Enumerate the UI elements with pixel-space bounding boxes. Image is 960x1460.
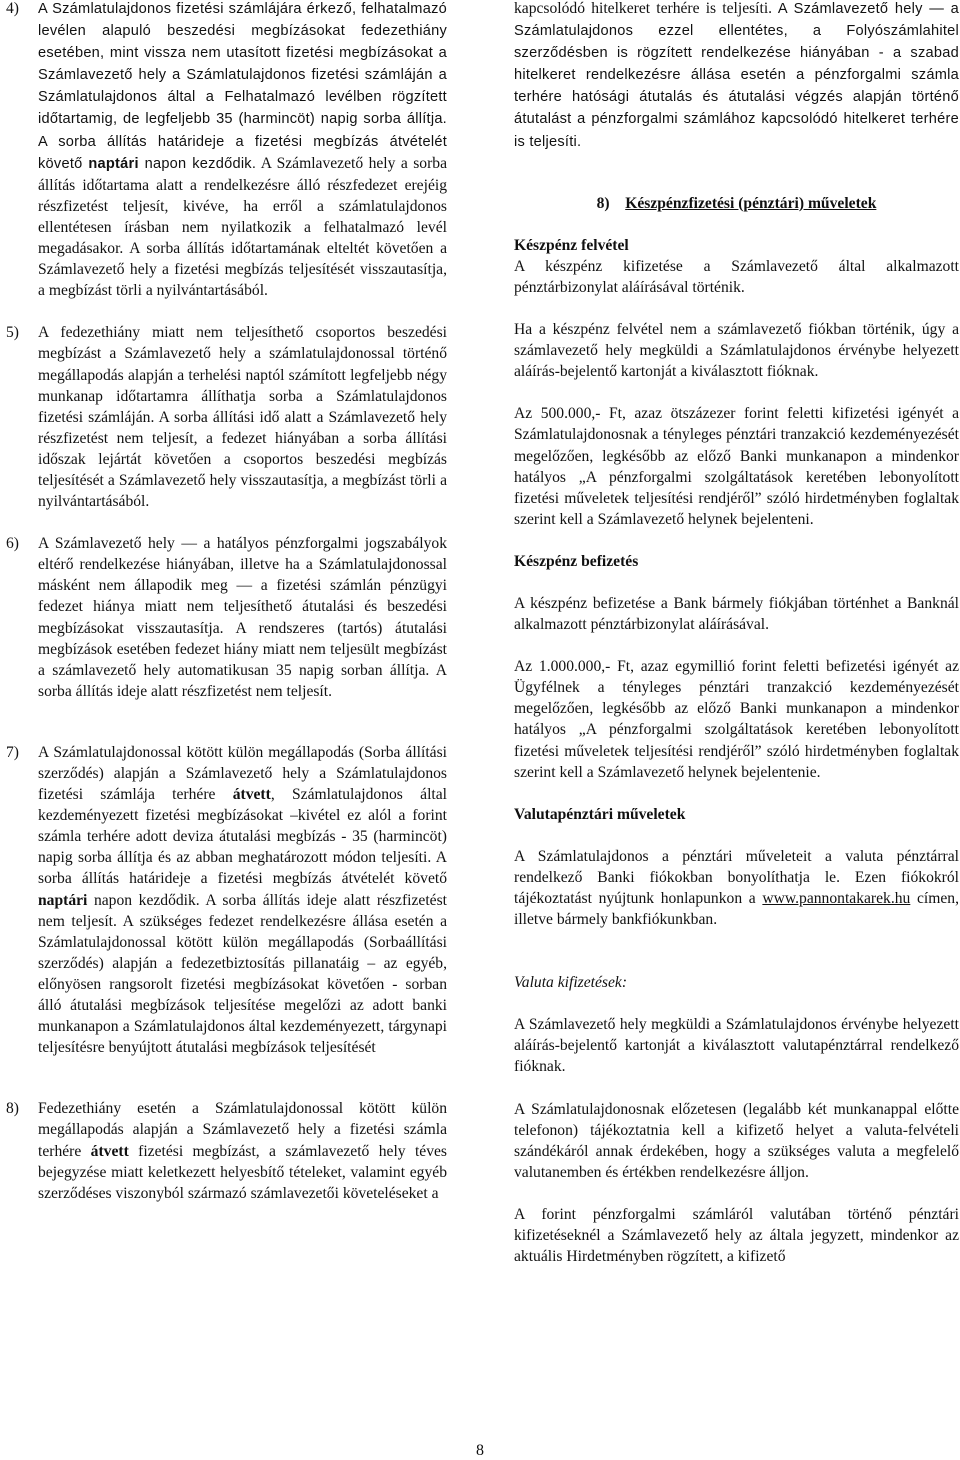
list-item-text: A Számlavezető hely — a hatályos pénzforgalmi jogszabályok eltérő rendelkezése hiányában, illetve ha a Számlatulajdonossal másként nem állapodik meg — a fizetési számlán pénzügyi fedezet hiánya miatt nem teljesíthető átutalási és beszedési megbízásokat visszautasítja. A rendszeres (tartós) átutalási megbízások esetében fedezet hiány miatt nem teljesült megbízást a számlavezető hely automatikusan 35 napig sorban állítja. A sorba állítás ideje alatt részfizetést nem teljesít. [38,535,447,700]
paragraph: A készpénz befizetése a Bank bármely fiókjában történhet a Banknál alkalmazott pénztárbizonylat aláírásával. [514,594,959,634]
list-item-7 [6,742,447,1058]
cash-withdrawal-heading: Készpénz felvétel [514,236,629,254]
list-item-text: Fedezethiány esetén a Számlatulajdonossal kötött külön megállapodás alapján a Számlavezető hely a fizetési számla terhére átvett fizetési megbízást, a számlavezető hely téves bejegyzése miatt keletkezett helyesbítő tételeket, valamint egyéb szerződéses viszonyból származó számlavezetői követeléseket a [38,1100,447,1202]
list-item-8 [6,1098,447,1203]
paragraph: Az 500.000,- Ft, azaz ötszázezer forint feletti kifizetési igényét a Számlatulajdonosnak a tényleges pénztári tranzakció kezdeményezését megelőzően, legkésőbb az előző Banki munkanapon a mindenkor hatályos „A pénzforgalmi szolgáltatások keretében lebonyolított fizetési műveletek teljesítési rendjéről” szóló hirdetményben foglaltak szerint kell a Számlavezető helynek bejelenteni. [514,405,959,528]
paragraph: A Számlatulajdonos a pénztári műveleteit a valuta pénztárral rendelkező Banki fiókokban bonyolíthatja le. Ezen fiókokról tájékoztatást nyújtunk honlapunkon a www.pannontakarek.hu címen, illetve bármely bankfiókunkban. [514,847,959,929]
list-item-4 [6,0,447,301]
cash-deposit-heading: Készpénz befizetés [514,552,639,570]
paragraph: A készpénz kifizetése a Számlavezető által alkalmazott pénztárbizonylat aláírásával történik. [514,257,959,296]
list-item-text: A fedezethiány miatt nem teljesíthető csoportos beszedési megbízást a Számlavezető hely a számlatulajdonossal történő megállapodás alapján a terhelési naptól számított legfeljebb négy munkanap időtartamra állíthatja sorba a Számlatulajdonos fizetési számláján. A sorba állítási idő alatt a Számlavezető hely részfizetést nem teljesít, a fedezet hiányában a sorba állítási időszak lejártát követően a csoportos beszedési megbízás teljesítését a Számlavezető hely visszautasítja, a megbízást törli a nyilvántartásából. [38,324,447,511]
list-item-number: 4) [6,0,19,17]
list-item-text: A Számlatulajdonossal kötött külön megállapodás (Sorba állítási szerződés) alapján a Számlavezető hely a Számlatulajdonos fizetési számlája terhére átvett, Számlatulajdonos által kezdeményezett fizetési megbízásokat –kivétel ez alól a forint számla terhére adott deviza átutalási megbízás - 35 (harmincöt) napig sorba állítja és az abban meghatározott módon teljesíti. A sorba állítás határideje a fizetési megbízás átvételét követő naptári napon kezdődik. A sorba állítás ideje alatt részfizetést nem teljesít. A szükséges fedezet rendelkezésre állása esetén a Számlatulajdonossal kötött külön megállapodás (Sorbaállítási szerződés) alapján a fedezetbiztosítás pillanatáig – az egyéb, előnyösen rangsorolt fizetési megbízásokat követően - sorban álló átutalási megbízások teljesítése megelőzi az adott banki munkanapon a Számlatulajdonos által kezdeményezett, tárgynapi teljesítésre benyújtott átutalási megbízások teljesítését [38,743,447,1057]
continued-paragraph: kapcsolódó hitelkeret terhére is teljesíti. A Számlavezető hely — a Számlatulajdonos ezzel ellentétes, a Folyószámlahitel szerződésben is rögzített rendelkezése hiányában - a szabad hitelkeret rendelkezésre állása esetén a pénzforgalmi számla terhére hatósági átutalás és átutalási végzés alapján történő átutalást a pénzforgalmi számlához kapcsolódó hitelkeret terhére is teljesíti. [514,0,960,150]
list-item-6 [6,533,447,702]
paragraph: Ha a készpénz felvétel nem a számlavezető fiókban történik, úgy a számlavezető hely megküldi a Számlatulajdonos érvénybe helyezett aláírás-bejelentő kartonját a kiválasztott fióknak. [514,321,959,381]
paragraph: A Számlatulajdonosnak előzetesen (legalább két munkanappal előtte telefonon) tájékoztatnia kell a kifizető helyet a valuta-felvételi szándékáról annak érdekében, hogy a szükséges valuta a megfelelő valutanemben és értékben rendelkezésre álljon. [514,1100,959,1181]
page-number: 8 [476,1442,484,1459]
list-item-number: 6) [6,535,19,553]
list-item-number: 5) [6,324,19,342]
section-title: Készpénzfizetési (pénztári) műveletek [625,194,877,212]
list-item-number: 7) [6,743,19,761]
fx-heading: Valutapénztári műveletek [514,805,686,823]
paragraph: A Számlavezető hely megküldi a Számlatulajdonos érvénybe helyezett aláírás-bejelentő kartonját a kiválasztott valutapénztárral rendelkező fióknak. [514,1016,959,1076]
paragraph: A forint pénzforgalmi számláról valutában történő pénztári kifizetéseknél a Számlavezető hely az általa jegyzett, mindenkor az aktuális Hirdetményben rögzített, a kifizető [514,1205,959,1266]
website-link[interactable]: www.pannontakarek.hu [762,890,911,907]
section-heading: 8) Készpénzfizetési (pénztári) műveletek [596,194,877,212]
left-column [6,0,447,1204]
list-item-5 [6,322,447,512]
paragraph: Az 1.000.000,- Ft, azaz egymillió forint feletti befizetési igényét az Ügyfélnek a tényleges pénztári tranzakció kezdeményezését megelőzően, legkésőbb az előző Banki munkanapon a mindenkor hatályos „A pénzforgalmi szolgáltatások keretében lebonyolított fizetési műveletek teljesítési rendjéről” szóló hirdetményben foglaltak szerint kell a Számlavezető helynek bejelentenie. [514,658,959,781]
list-item-number: 8) [6,1100,19,1118]
list-item-text: A Számlatulajdonos fizetési számlájára érkező, felhatalmazó levélen alapuló beszedési megbízásokat fedezethiány esetében, mint vissza nem utasított fizetési megbízásokat a Számlavezető hely a Számlatulajdonos fizetési számláján a Számlatulajdonos által a Felhatalmazó levélben rögzített időtartamig, de legfeljebb 35 (harmincöt) napig sorba állítja. A sorba állítás határideje a fizetési megbízás átvételét követő naptári napon kezdődik. A Számlavezető hely a sorba állítás időtartama alatt a rendelkezésre álló részfedezet erejéig részfizetést teljesít, kivéve, ha erről a számlatulajdonos ellentétesen írásban nem nyilatkozik a felhatalmazó levél megadásakor. A sorba állítás időtartamának elteltét követően a Számlavezető hely a fizetési megbízás teljesítését visszautasítja, a megbízást törli a nyilvántartásából. [38,1,447,300]
fx-payout-heading: Valuta kifizetések: [514,974,628,992]
right-column [514,0,959,1267]
